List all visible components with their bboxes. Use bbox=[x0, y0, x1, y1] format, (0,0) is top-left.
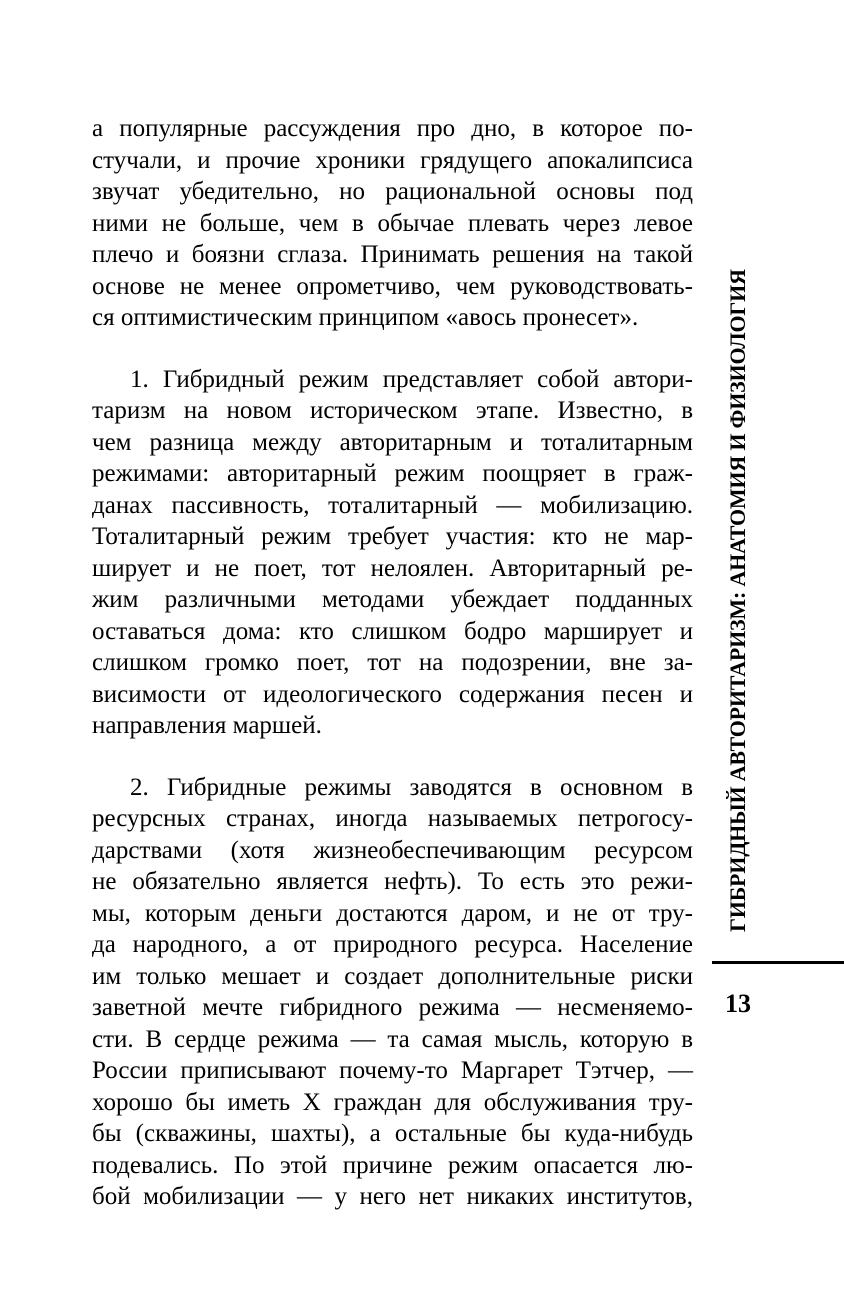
text-line: хорошо бы иметь X граждан для обслуживания тру- bbox=[92, 1088, 693, 1116]
text-line: ними не больше, чем в обычае плевать через левое bbox=[92, 209, 693, 237]
text-line: режимами: авторитарный режим поощряет в граж- bbox=[92, 460, 693, 487]
text-line: оставаться дома: кто слишком бодро марширует и bbox=[92, 617, 693, 645]
text-line: заветной мечте гибридного режима — несменяемо- bbox=[92, 994, 693, 1021]
text-line: основе не менее опрометчиво, чем руководствовать- bbox=[92, 272, 693, 300]
text-line: висимости от идеологического содержания песен и bbox=[92, 680, 693, 708]
text-line: чем разница между авторитарным и тоталитарным bbox=[92, 428, 693, 456]
text-line: таризм на новом историческом этапе. Известно, в bbox=[92, 397, 693, 424]
text-line: мы, которым деньги достаются даром, и не от тру- bbox=[92, 899, 693, 927]
text-line: дарствами (хотя жизнеобеспечивающим ресурсом bbox=[92, 836, 693, 864]
page-number: 13 bbox=[725, 989, 751, 1018]
text-line: ресурсных странах, иногда называемых петрогосу- bbox=[92, 805, 693, 832]
text-line: подевались. По этой причине режим опасается лю- bbox=[92, 1151, 693, 1179]
text-line: не обязательно является нефть). То есть это режи- bbox=[92, 868, 693, 895]
running-chapter-title-vertical: ГИБРИДНЫЙ АВТОРИТАРИЗМ: АНАТОМИЯ И ФИЗИОЛОГИЯ bbox=[725, 269, 750, 932]
text-line: 1. Гибридный режим представляет собой автори- bbox=[130, 365, 693, 393]
text-line: бой мобилизации — у него нет никаких институтов, bbox=[92, 1183, 693, 1210]
text-line: данах пассивность, тоталитарный — мобилизацию. bbox=[92, 491, 693, 519]
text-line: плечо и боязни сглаза. Принимать решения на такой bbox=[92, 241, 693, 268]
body-text-column bbox=[92, 113, 693, 1213]
text-line: да народного, а от природного ресурса. Население bbox=[92, 931, 693, 958]
text-line: ся оптимистическим принципом «авось пронесет». bbox=[92, 304, 639, 331]
text-line: сти. В сердце режима — та самая мысль, которую в bbox=[92, 1025, 693, 1053]
text-line: звучат убедительно, но рациональной основы под bbox=[92, 178, 693, 205]
text-line: России приписывают почему-то Маргарет Тэтчер, — bbox=[92, 1057, 693, 1084]
text-line: стучали, и прочие хроники грядущего апокалипсиса bbox=[92, 146, 693, 174]
text-line: 2. Гибридные режимы заводятся в основном в bbox=[130, 773, 693, 801]
text-line: а популярные рассуждения про дно, в которое по- bbox=[92, 115, 693, 142]
page-number-rule bbox=[712, 961, 844, 964]
text-line: бы (скважины, шахты), а остальные бы куда-нибудь bbox=[92, 1120, 693, 1147]
text-line: жим различными методами убеждает подданных bbox=[92, 586, 693, 613]
text-line: ширует и не поет, тот нелоялен. Авторитарный ре- bbox=[92, 554, 693, 582]
text-line: направления маршей. bbox=[92, 712, 322, 739]
text-line: слишком громко поет, тот на подозрении, вне за- bbox=[92, 649, 693, 676]
paragraph bbox=[92, 772, 693, 1213]
paragraph bbox=[92, 113, 693, 334]
text-line: Тоталитарный режим требует участия: кто не мар- bbox=[92, 523, 693, 550]
text-line: им только мешает и создает дополнительные риски bbox=[92, 962, 693, 990]
paragraph bbox=[92, 364, 693, 742]
